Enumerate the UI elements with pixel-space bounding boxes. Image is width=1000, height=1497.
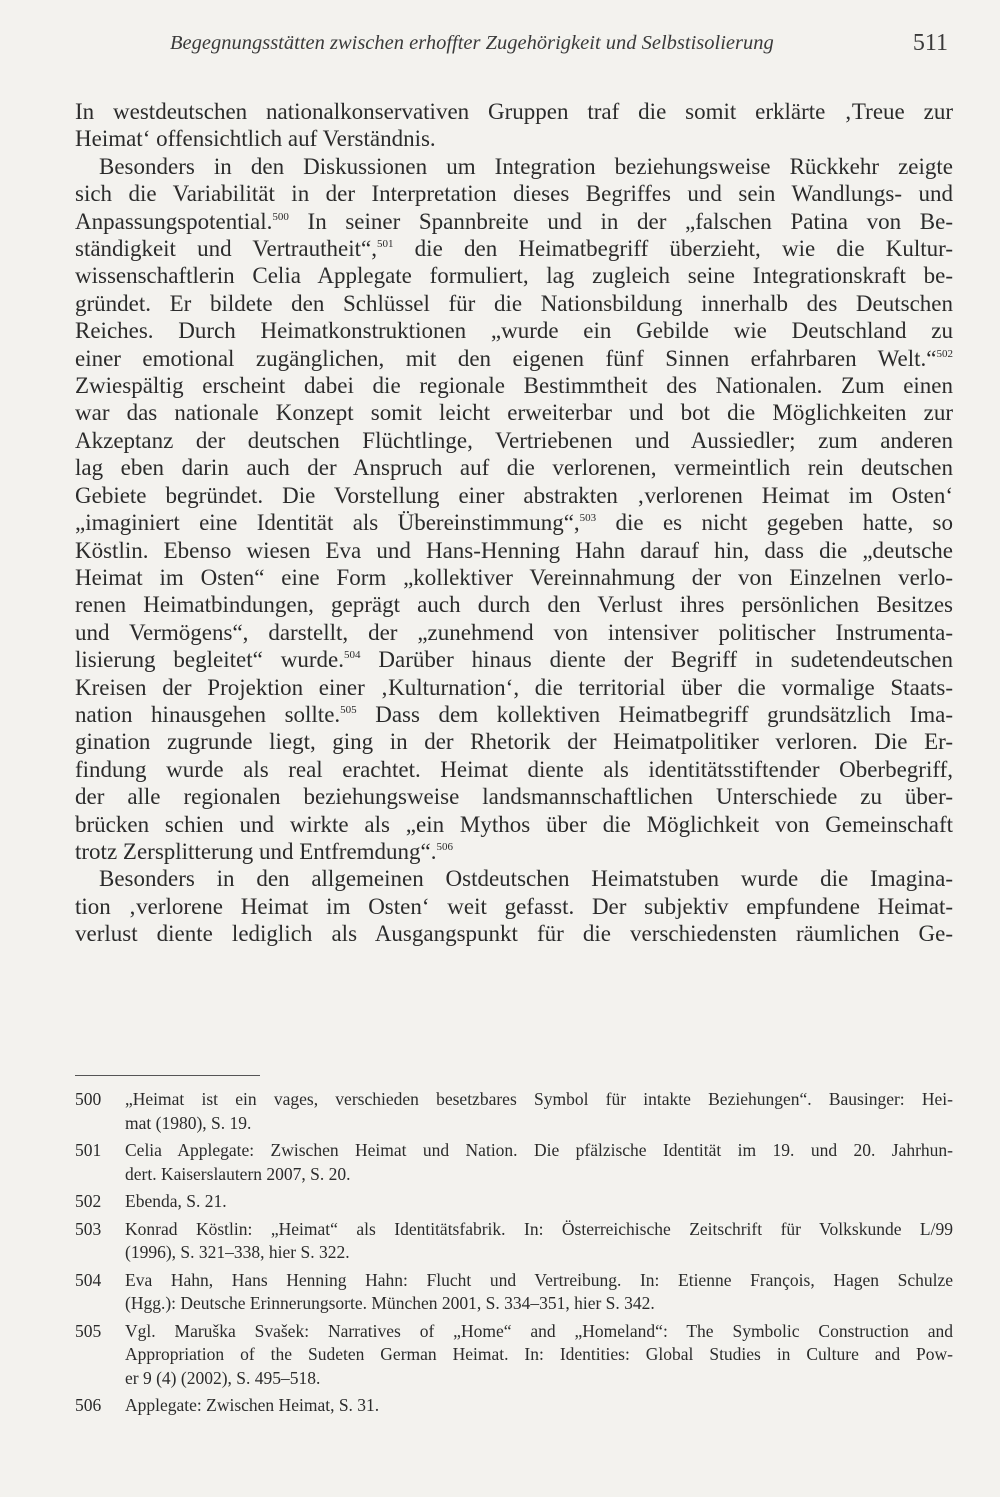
footnote-504: [75, 1269, 953, 1316]
text-line: findung wurde als real erachtet. Heimat diente als identitätsstiftender Oberbegriff,: [75, 756, 953, 782]
footnote-503: [75, 1218, 953, 1265]
text-line: war das nationale Konzept somit leicht erweiterbar und bot die Möglichkeiten zur: [75, 400, 953, 426]
text-line: gination zugrunde liegt, ging in der Rhetorik der Heimatpolitiker verloren. Die Er-: [75, 729, 953, 755]
text-line: [75, 509, 953, 536]
footnote-number: 504: [75, 1269, 102, 1290]
footnote-number: 503: [75, 1218, 102, 1239]
footnote-number: 502: [75, 1191, 102, 1211]
footnote-line: (Hgg.): Deutsche Erinnerungsorte. München 2001, S. 334–351, hier S. 342.: [125, 1293, 655, 1313]
paragraph-1: [75, 98, 953, 153]
footnote-ref-501[interactable]: 501: [376, 238, 394, 251]
text-segment: die es nicht gegeben hatte, so: [596, 510, 953, 536]
text-line: Zwiespältig erscheint dabei die regionale Bestimmtheit des Nationalen. Zum einen: [75, 373, 953, 399]
footnote-line: „Heimat ist ein vages, verschieden besetzbares Symbol für intakte Beziehungen“. Bausinger: Hei-: [125, 1089, 953, 1109]
text-line: [75, 646, 953, 673]
footnote-501: [75, 1139, 953, 1186]
footnote-text: [125, 1218, 953, 1265]
text-line: [75, 208, 953, 235]
footnote-line: dert. Kaiserslautern 2007, S. 20.: [125, 1163, 351, 1184]
footnotes: [75, 1088, 953, 1422]
footnote-number: 501: [75, 1140, 102, 1160]
text-segment: lisierung begleitet“ wurde.: [75, 647, 344, 673]
text-line: In westdeutschen nationalkonservativen Gruppen traf die somit erklärte ‚Treue zur: [75, 99, 953, 124]
footnote-500: [75, 1088, 953, 1135]
footnote-line: mat (1980), S. 19.: [125, 1112, 252, 1133]
text-segment: ständigkeit und Vertrautheit“,: [75, 236, 377, 262]
text-line: brücken schien und wirkte als „ein Mythos über die Möglichkeit von Gemeinschaft: [75, 811, 953, 837]
text-segment: trotz Zersplitterung und Entfremdung“.: [75, 838, 437, 864]
footnote-number: 505: [75, 1320, 102, 1341]
body-text: [75, 98, 953, 948]
paragraph-2: [75, 153, 953, 866]
text-segment: In seiner Spannbreite und in der „falschen Patina von Be-: [288, 208, 953, 234]
footnote-ref-504[interactable]: 504: [343, 649, 361, 662]
text-line: [75, 838, 953, 865]
text-segment: einer emotional zugänglichen, mit den eigenen fünf Sinnen erfahrbaren Welt.“: [75, 345, 937, 371]
text-line: Kreisen der Projektion einer ‚Kulturnation‘, die territorial über die vormalige Staats-: [75, 674, 953, 700]
footnote-line: (1996), S. 321–338, hier S. 322.: [125, 1242, 350, 1262]
footnote-line: Ebenda, S. 21.: [125, 1191, 227, 1211]
text-line: [75, 235, 953, 262]
footnote-ref-502[interactable]: 502: [936, 347, 953, 360]
text-line: [75, 701, 953, 728]
running-head: Begegnungsstätten zwischen erhoffter Zugehörigkeit und Selbstisolierung: [170, 32, 774, 54]
footnote-line: Vgl. Maruška Svašek: Narratives of „Home“ and „Homeland“: The Symbolic Construction and: [125, 1320, 953, 1341]
footnote-text: [125, 1190, 953, 1214]
text-line: lag eben darin auch der Anspruch auf die verlorenen, vermeintlich rein deutschen: [75, 455, 953, 481]
footnote-number: 506: [75, 1395, 102, 1415]
footnote-line: Appropriation of the Sudeten German Heimat. In: Identities: Global Studies in Culture and Pow-: [125, 1344, 953, 1364]
footnote-506: [75, 1394, 953, 1418]
footnote-separator: [75, 1075, 260, 1076]
text-line: [75, 345, 953, 372]
footnote-line: Celia Applegate: Zwischen Heimat und Nation. Die pfälzische Identität im 19. und 20. Jahrhun-: [125, 1140, 953, 1160]
paragraph-3: [75, 865, 953, 947]
text-line: wissenschaftlerin Celia Applegate formuliert, lag zugleich seine Integrationskraft be-: [75, 263, 953, 289]
footnote-line: er 9 (4) (2002), S. 495–518.: [125, 1367, 321, 1388]
footnote-ref-505[interactable]: 505: [340, 703, 357, 716]
text-line: verlust diente lediglich als Ausgangspunkt für die verschiedensten räumlichen Ge-: [75, 921, 953, 947]
footnote-number: 500: [75, 1089, 102, 1109]
text-segment: Anpassungspotential.: [75, 208, 273, 234]
page-number: 511: [912, 30, 948, 56]
text-line: renen Heimatbindungen, geprägt auch durch den Verlust ihres persönlichen Besitzes: [75, 592, 953, 618]
footnote-line: Eva Hahn, Hans Henning Hahn: Flucht und Vertreibung. In: Etienne François, Hagen Schulze: [125, 1269, 953, 1290]
text-line: und Vermögens“, darstellt, der „zunehmend von intensiver politischer Instrumenta-: [75, 619, 953, 645]
text-line: Gebiete begründet. Die Vorstellung einer abstrakten ‚verlorenen Heimat im Osten‘: [75, 482, 953, 508]
footnote-text: [125, 1139, 953, 1186]
footnote-line: Applegate: Zwischen Heimat, S. 31.: [125, 1395, 380, 1415]
footnote-text: [125, 1320, 953, 1391]
text-line: Reiches. Durch Heimatkonstruktionen „wurde ein Gebilde wie Deutschland zu: [75, 318, 953, 344]
text-segment: „imaginiert eine Identität als Übereinstimmung“,: [75, 510, 580, 536]
text-segment: Dass dem kollektiven Heimatbegriff grundsätzlich Ima-: [356, 701, 953, 727]
text-line: Akzeptanz der deutschen Flüchtlinge, Vertriebenen und Aussiedler; zum anderen: [75, 427, 953, 453]
text-segment: Darüber hinaus diente der Begriff in sudetendeutschen: [360, 647, 953, 673]
text-line: Heimat‘ offensichtlich auf Verständnis.: [75, 126, 436, 152]
footnote-line: Konrad Köstlin: „Heimat“ als Identitätsfabrik. In: Österreichische Zeitschrift für Volkskunde L/99: [125, 1218, 953, 1239]
footnote-505: [75, 1320, 953, 1391]
footnote-ref-503[interactable]: 503: [579, 512, 597, 525]
text-segment: nation hinausgehen sollte.: [75, 701, 341, 727]
footnote-text: [125, 1394, 953, 1418]
text-line: der alle regionalen beziehungsweise landsmannschaftlichen Unterschiede zu über-: [75, 784, 953, 810]
text-line: Besonders in den allgemeinen Ostdeutschen Heimatstuben wurde die Imagina-: [99, 866, 953, 892]
text-segment: die den Heimatbegriff überzieht, wie die Kultur-: [393, 236, 953, 262]
footnote-ref-500[interactable]: 500: [272, 210, 289, 223]
text-line: sich die Variabilität in der Interpretation dieses Begriffes und sein Wandlungs- und: [75, 181, 953, 207]
footnote-text: [125, 1088, 953, 1135]
footnote-ref-506[interactable]: 506: [436, 840, 454, 853]
text-line: Heimat im Osten“ eine Form „kollektiver Vereinnahmung der von Einzelnen verlo-: [75, 564, 953, 590]
text-line: Köstlin. Ebenso wiesen Eva und Hans-Henning Hahn darauf hin, dass die „deutsche: [75, 537, 953, 563]
footnote-text: [125, 1269, 953, 1316]
text-line: tion ‚verlorene Heimat im Osten‘ weit gefasst. Der subjektiv empfundene Heimat-: [75, 893, 953, 919]
text-line: gründet. Er bildete den Schlüssel für die Nationsbildung innerhalb des Deutschen: [75, 290, 953, 316]
text-line: Besonders in den Diskussionen um Integration beziehungsweise Rückkehr zeigte: [99, 153, 953, 179]
footnote-502: [75, 1190, 953, 1214]
